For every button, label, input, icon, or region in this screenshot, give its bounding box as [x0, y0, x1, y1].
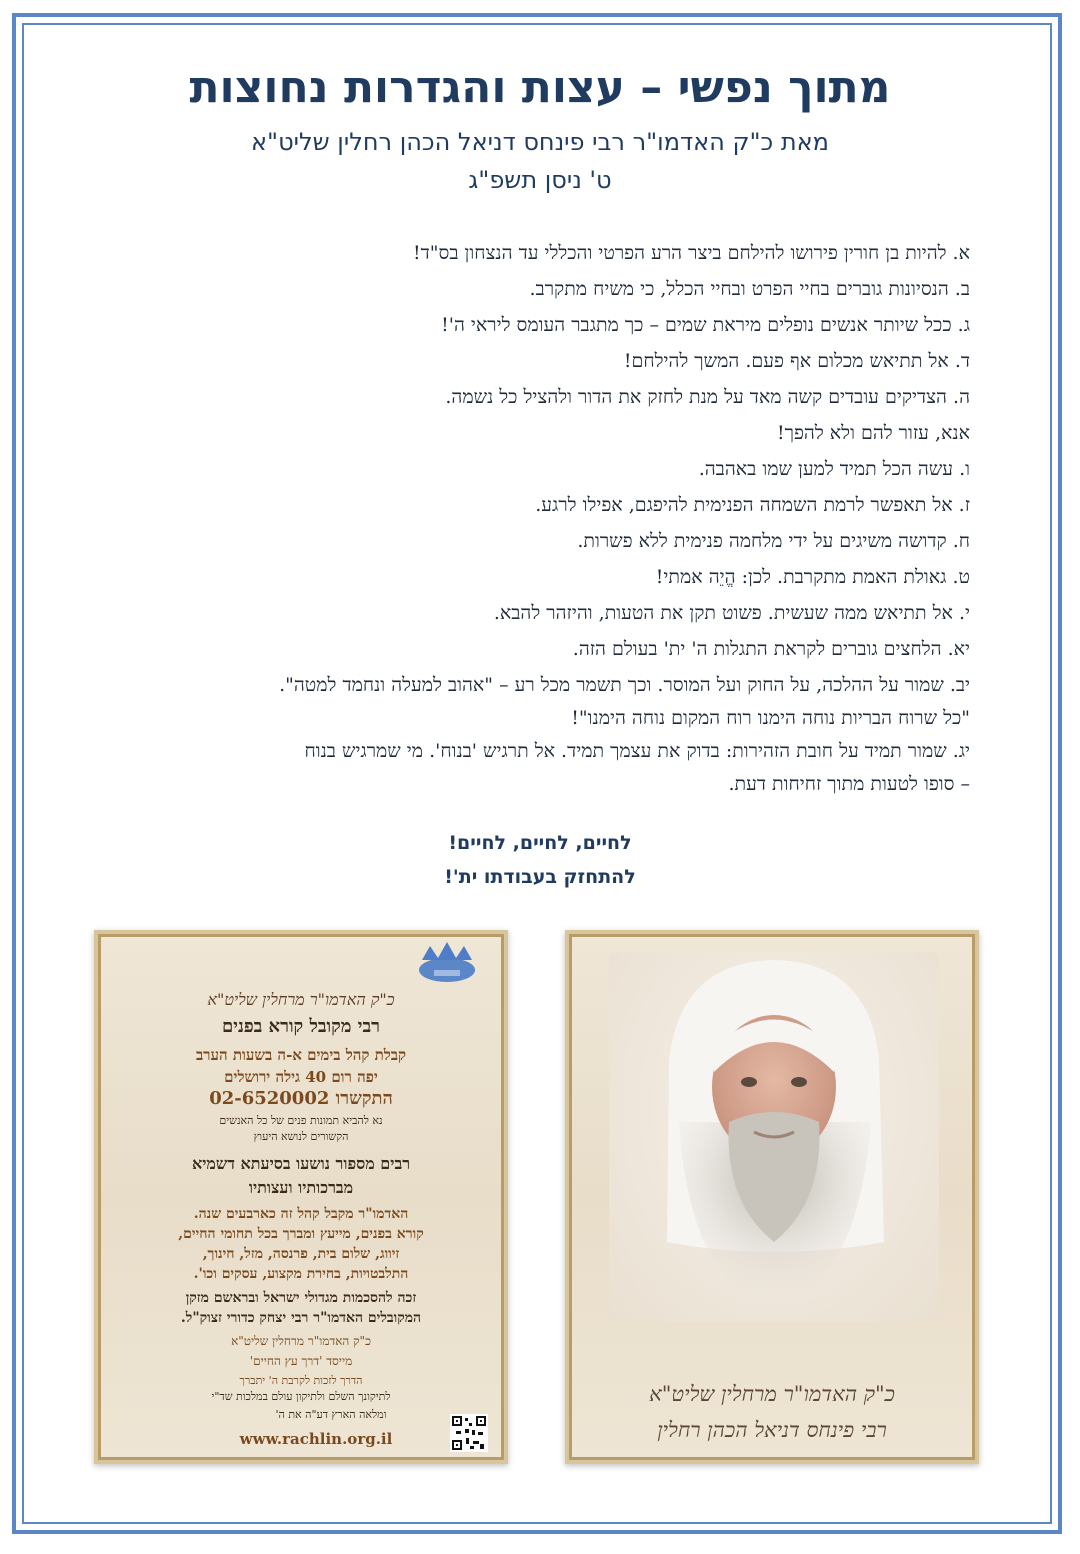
advice-list	[90, 235, 970, 799]
ad-s4: לתיקונך השלם ולתיקון עולם במלכות שד"י	[211, 1390, 391, 1403]
ad-p3: זיווג, שלום בית, פרנסה, מזל, חינוך,	[202, 1246, 400, 1262]
list-item: ז. אל תאפשר לרמת השמחה הפנימית להיפגם, אפילו לרגע.	[535, 494, 970, 516]
closing-line-2: להתחזק בעבודתו ית'!	[444, 866, 636, 888]
list-item: ד. אל תתיאש מכלום אף פעם. המשך להילחם!	[623, 350, 970, 372]
ad-url[interactable]: www.rachlin.org.il	[239, 1430, 393, 1448]
date-line: ט' ניסן תשפ"ג	[468, 166, 612, 194]
list-item: ג. ככל שיותר אנשים נופלים מיראת שמים – כך מתגבר העומס ליראי ה'!	[441, 314, 970, 336]
crown-icon	[416, 940, 478, 986]
list-item: ב. הנסיונות גוברים בחיי הפרט ובחיי הכלל, כי משיח מתקרב.	[529, 278, 970, 300]
ad-line1: רבי מקובל קורא בפנים	[222, 1016, 380, 1037]
ad-b3: זכה להסכמות מגדולי ישראל ובראשם מזקן	[185, 1290, 417, 1306]
portrait-photo	[609, 952, 939, 1322]
ad-line3: יפה רום 40 גילה ירושלים	[224, 1068, 378, 1086]
list-item: "כל שרוח הבריות נוחה הימנו רוח המקום נוחה הימנו"!	[571, 707, 970, 729]
page-title: מתוך נפשי – עצות והגדרות נחוצות	[189, 62, 891, 113]
ad-p2: קורא בפנים, מייעץ ומברך בכל תחומי החיים,	[178, 1226, 424, 1242]
list-item: אנא, עזור להם ולא להפך!	[777, 422, 970, 444]
list-item: יא. הלחצים גוברים לקראת התגלות ה' ית' בעולם הזה.	[572, 638, 970, 660]
portrait-card	[565, 930, 979, 1464]
ad-line2: קבלת קהל בימים א-ה בשעות הערב	[195, 1046, 407, 1064]
list-item: ו. עשה הכל תמיד למען שמו באהבה.	[698, 458, 970, 480]
qr-code-icon	[450, 1414, 488, 1452]
list-item: – סופו לטעות מתוך זחיחות דעת.	[728, 773, 970, 795]
portrait-caption-1: כ"ק האדמו"ר מרחלין שליט"א	[649, 1382, 895, 1406]
closing-line-1: לחיים, לחיים, לחיים!	[448, 832, 632, 854]
ad-s2: מייסד 'דרך עץ החיים'	[249, 1354, 353, 1368]
author-line: מאת כ"ק האדמו"ר רבי פינחס דניאל הכהן רחלין שליט"א	[251, 128, 829, 156]
rabbi-portrait-image	[609, 952, 939, 1322]
list-item: ה. הצדיקים עובדים קשה מאד על מנת לחזק את הדור ולהציל כל נשמה.	[445, 386, 970, 408]
ad-p1: האדמו"ר מקבל קהל זה כארבעים שנה.	[193, 1206, 409, 1222]
list-item: ח. קדושה משיגים על ידי מלחמה פנימית ללא פשרות.	[577, 530, 970, 552]
list-item: ט. גאולת האמת מתקרבת. לכן: הֱיֵה אמתי!	[655, 566, 970, 588]
list-item: יב. שמור על ההלכה, על החוק ועל המוסר. וכך תשמר מכל רע – "אהוב למעלה ונחמד למטה".	[279, 674, 970, 696]
ad-phone: התקשרו 02-6520002	[209, 1088, 393, 1109]
list-item: י. אל תתיאש ממה שעשית. פשוט תקן את הטעות, והיזהר להבא.	[493, 602, 970, 624]
ad-note2: הקשורים לנושא היעוץ	[253, 1130, 349, 1143]
ad-s5: ומלאה הארץ דע"ה את ה'	[275, 1408, 387, 1421]
list-item: א. להיות בן חורין פירושו להילחם ביצר הרע הפרטי והכללי עד הנצחון בס"ד!	[413, 242, 970, 264]
list-item: יג. שמור תמיד על חובת הזהירות: בדוק את עצמך תמיד. אל תרגיש 'בנוח'. מי שמרגיש בנוח	[304, 740, 970, 762]
ad-s3: הדרך לזכות לקרבת ה' יתברך	[239, 1374, 363, 1387]
ad-s1: כ"ק האדמו"ר מרחלין שליט"א	[231, 1334, 371, 1348]
ad-p4: התלבטויות, בחירת מקצוע, עסקים וכו'.	[193, 1266, 409, 1282]
ad-note1: נא להביא תמונות פנים של כל האנשים	[219, 1114, 383, 1127]
ad-header: כ"ק האדמו"ר מרחלין שליט"א	[207, 990, 395, 1009]
ad-card	[94, 930, 508, 1464]
portrait-caption-2: רבי פינחס דניאל הכהן רחלין	[657, 1418, 887, 1442]
ad-b4: המקובלים האדמו"ר רבי יצחק כדורי זצוק"ל.	[180, 1310, 422, 1326]
ad-bold1: רבים מספור נושעו בסיעתא דשמיא	[191, 1154, 411, 1173]
ad-bold2: מברכותיו ועצותיו	[248, 1178, 354, 1197]
